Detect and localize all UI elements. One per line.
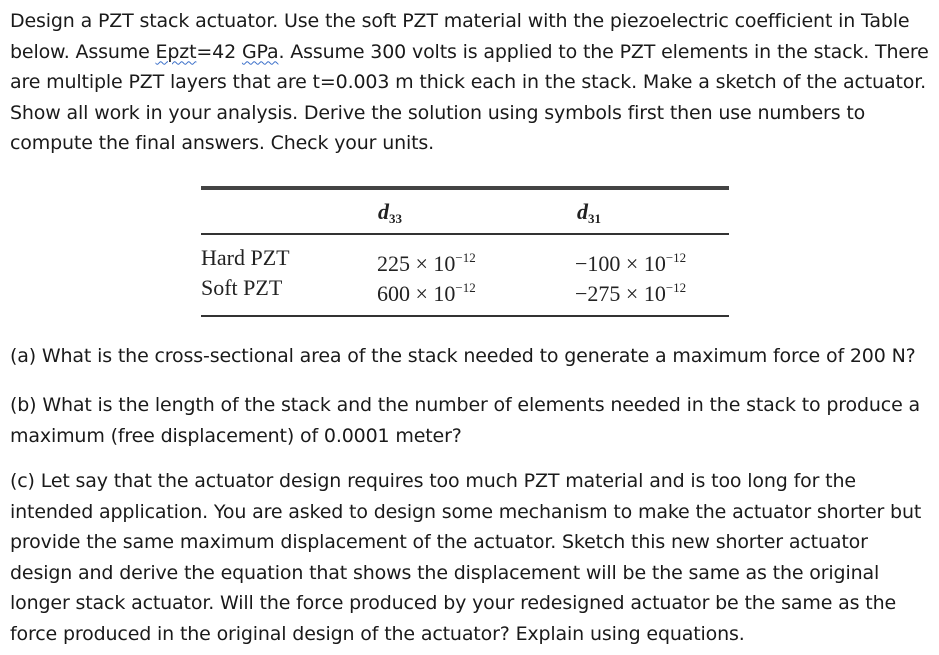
intro-text-2: =42 bbox=[196, 40, 242, 63]
intro-text-3: . Assume 300 volts is applied to the PZT elements in the stack. There are multiple PZT layers that are t=0.003 m thick each in the stack. Make a sketch of the actuator. Show all work in your analysis. Derive the solution using symbols first then use numbers to compute the final answers. Check your units. bbox=[10, 40, 929, 154]
epzt-term: Epzt bbox=[155, 40, 197, 63]
table-top-rule bbox=[201, 186, 729, 190]
table-bottom-rule bbox=[201, 315, 729, 317]
hard-pzt-d33: $225 \times 10^{-12}$ bbox=[377, 250, 476, 276]
soft-pzt-d31: $-275 \times 10^{-12}$ bbox=[575, 280, 687, 306]
row-label-soft-pzt: Soft PZT bbox=[201, 275, 283, 300]
header-d31: $d_{31}$ bbox=[577, 199, 601, 226]
question-c: (c) Let say that the actuator design requires too much PZT material and is too long for the intended application. You are asked to design some mechanism to make the actuator shorter but provide the same maximum displacement of the actuator. Sketch this new shorter actuator design and derive the equation that shows the displacement will be the same as the original longer stack actuator. Will the force produced by your redesigned actuator be the same as the force produced in the original design of the actuator? Explain using equations. bbox=[10, 470, 922, 645]
hard-pzt-d31: $-100 \times 10^{-12}$ bbox=[575, 250, 687, 276]
row-label-hard-pzt: Hard PZT bbox=[201, 245, 290, 270]
table-header-rule bbox=[201, 233, 729, 235]
soft-pzt-d33: $600 \times 10^{-12}$ bbox=[377, 280, 476, 306]
header-d33: $d_{33}$ bbox=[378, 199, 402, 226]
problem-statement bbox=[10, 6, 930, 159]
intro-text-1: Design a PZT stack actuator. Use the soft PZT material with the piezoelectric coefficient in Table below. Assume bbox=[10, 10, 910, 63]
question-a: (a) What is the cross-sectional area of the stack needed to generate a maximum force of 200 N? bbox=[10, 345, 916, 367]
gpa-unit: GPa bbox=[241, 40, 279, 63]
question-b: (b) What is the length of the stack and the number of elements needed in the stack to produce a maximum (free displacement) of 0.0001 meter? bbox=[10, 394, 921, 447]
